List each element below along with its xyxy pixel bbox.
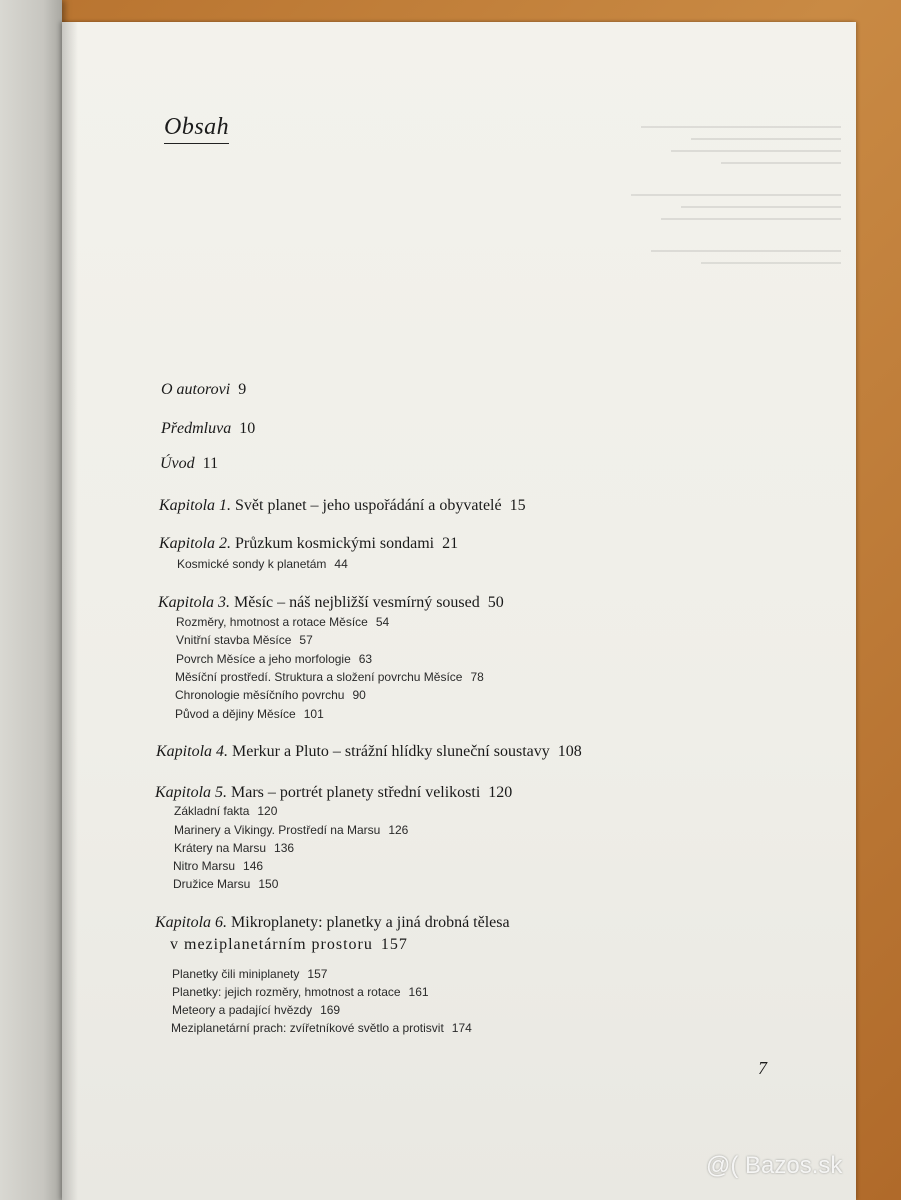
chapter-title: Měsíc – náš nejbližší vesmírný soused <box>234 594 480 611</box>
chapter-label: Kapitola 4. <box>156 743 229 760</box>
subentry-text: Původ a dějiny Měsíce <box>175 707 296 721</box>
toc-entry-intro <box>160 455 218 473</box>
left-page-edge <box>0 0 62 1200</box>
subentry-text: Družice Marsu <box>173 877 251 891</box>
subentry-text: Chronologie měsíčního povrchu <box>175 688 345 702</box>
subentry-text: Základní fakta <box>174 804 250 818</box>
toc-chapter-6-cont <box>170 936 408 954</box>
show-through-texture <box>611 120 841 550</box>
toc-chapter-2 <box>159 535 458 553</box>
entry-label: O autorovi <box>161 381 231 398</box>
entry-label: Úvod <box>160 455 195 472</box>
chapter-title: Merkur a Pluto – strážní hlídky sluneční soustavy <box>232 743 550 760</box>
subentry-text: Rozměry, hmotnost a rotace Měsíce <box>176 615 368 629</box>
toc-subentry <box>173 877 278 891</box>
subentry-text: Krátery na Marsu <box>174 841 267 855</box>
subentry-text: Meteory a padající hvězdy <box>172 1003 313 1017</box>
page-spine-shadow <box>62 22 78 1200</box>
subentry-text: Vnitřní stavba Měsíce <box>176 633 292 647</box>
toc-chapter-5 <box>155 784 512 802</box>
toc-subentry <box>176 652 372 666</box>
chapter-title-cont: v meziplanetárním prostoru <box>170 936 373 953</box>
subentry-page: 54 <box>375 615 390 629</box>
subentry-page: 157 <box>307 967 328 981</box>
subentry-page: 161 <box>408 985 429 999</box>
subentry-text: Meziplanetární prach: zvířetníkové světlo a protisvit <box>171 1021 444 1035</box>
subentry-text: Planetky: jejich rozměry, hmotnost a rotace <box>172 985 401 999</box>
chapter-label: Kapitola 1. <box>159 497 232 514</box>
subentry-page: 169 <box>320 1003 341 1017</box>
toc-subentry <box>172 985 429 999</box>
toc-subentry <box>173 859 263 873</box>
toc-subentry <box>176 615 389 629</box>
toc-entry-preface <box>161 420 255 438</box>
toc-subentry <box>177 557 348 571</box>
chapter-label: Kapitola 5. <box>155 784 228 801</box>
toc-subentry <box>172 1003 340 1017</box>
subentry-page: 90 <box>352 688 366 702</box>
entry-page: 10 <box>239 420 256 437</box>
page-number: 7 <box>758 1058 767 1078</box>
chapter-title: Svět planet – jeho uspořádání a obyvatelé <box>235 497 502 514</box>
toc-subentry <box>176 633 313 647</box>
toc-chapter-3 <box>158 594 504 612</box>
watermark: @( Bazos.sk <box>706 1152 843 1179</box>
subentry-text: Planetky čili miniplanety <box>172 967 300 981</box>
subentry-text: Marinery a Vikingy. Prostředí na Marsu <box>174 823 381 837</box>
chapter-page: 108 <box>557 743 582 760</box>
subentry-text: Kosmické sondy k planetám <box>177 557 327 571</box>
subentry-page: 150 <box>258 877 279 891</box>
toc-subentry <box>175 688 366 702</box>
toc-subentry <box>174 804 277 818</box>
chapter-title: Průzkum kosmickými sondami <box>235 535 435 552</box>
toc-chapter-1 <box>159 497 526 515</box>
toc-subentry <box>172 967 327 981</box>
subentry-text: Povrch Měsíce a jeho morfologie <box>176 652 351 666</box>
subentry-page: 63 <box>358 652 373 666</box>
entry-label: Předmluva <box>161 420 232 437</box>
chapter-page: 21 <box>442 535 459 552</box>
toc-subentry <box>175 707 324 721</box>
subentry-page: 136 <box>274 841 295 855</box>
chapter-label: Kapitola 2. <box>159 535 232 552</box>
chapter-title: Mars – portrét planety střední velikosti <box>231 784 481 801</box>
chapter-page: 50 <box>487 594 504 611</box>
subentry-page: 78 <box>470 670 484 684</box>
chapter-page: 157 <box>380 936 408 953</box>
toc-entry-author <box>161 381 246 399</box>
chapter-label: Kapitola 6. <box>155 914 228 931</box>
page-title: Obsah <box>164 114 229 144</box>
chapter-page: 15 <box>509 497 526 514</box>
toc-subentry <box>175 670 484 684</box>
subentry-page: 126 <box>388 823 409 837</box>
toc-subentry <box>174 823 408 837</box>
chapter-label: Kapitola 3. <box>158 594 231 611</box>
subentry-text: Měsíční prostředí. Struktura a složení povrchu Měsíce <box>175 670 463 684</box>
subentry-page: 146 <box>243 859 264 873</box>
toc-subentry <box>174 841 294 855</box>
chapter-title: Mikroplanety: planetky a jiná drobná tělesa <box>231 914 510 931</box>
subentry-page: 120 <box>257 804 278 818</box>
subentry-page: 57 <box>299 633 313 647</box>
subentry-text: Nitro Marsu <box>173 859 236 873</box>
toc-subentry <box>171 1021 472 1035</box>
entry-page: 9 <box>238 381 247 398</box>
subentry-page: 44 <box>334 557 348 571</box>
subentry-page: 101 <box>303 707 324 721</box>
chapter-page: 120 <box>488 784 513 801</box>
entry-page: 11 <box>202 455 219 472</box>
toc-chapter-6 <box>155 914 510 932</box>
subentry-page: 174 <box>451 1021 472 1035</box>
toc-chapter-4 <box>156 743 582 761</box>
